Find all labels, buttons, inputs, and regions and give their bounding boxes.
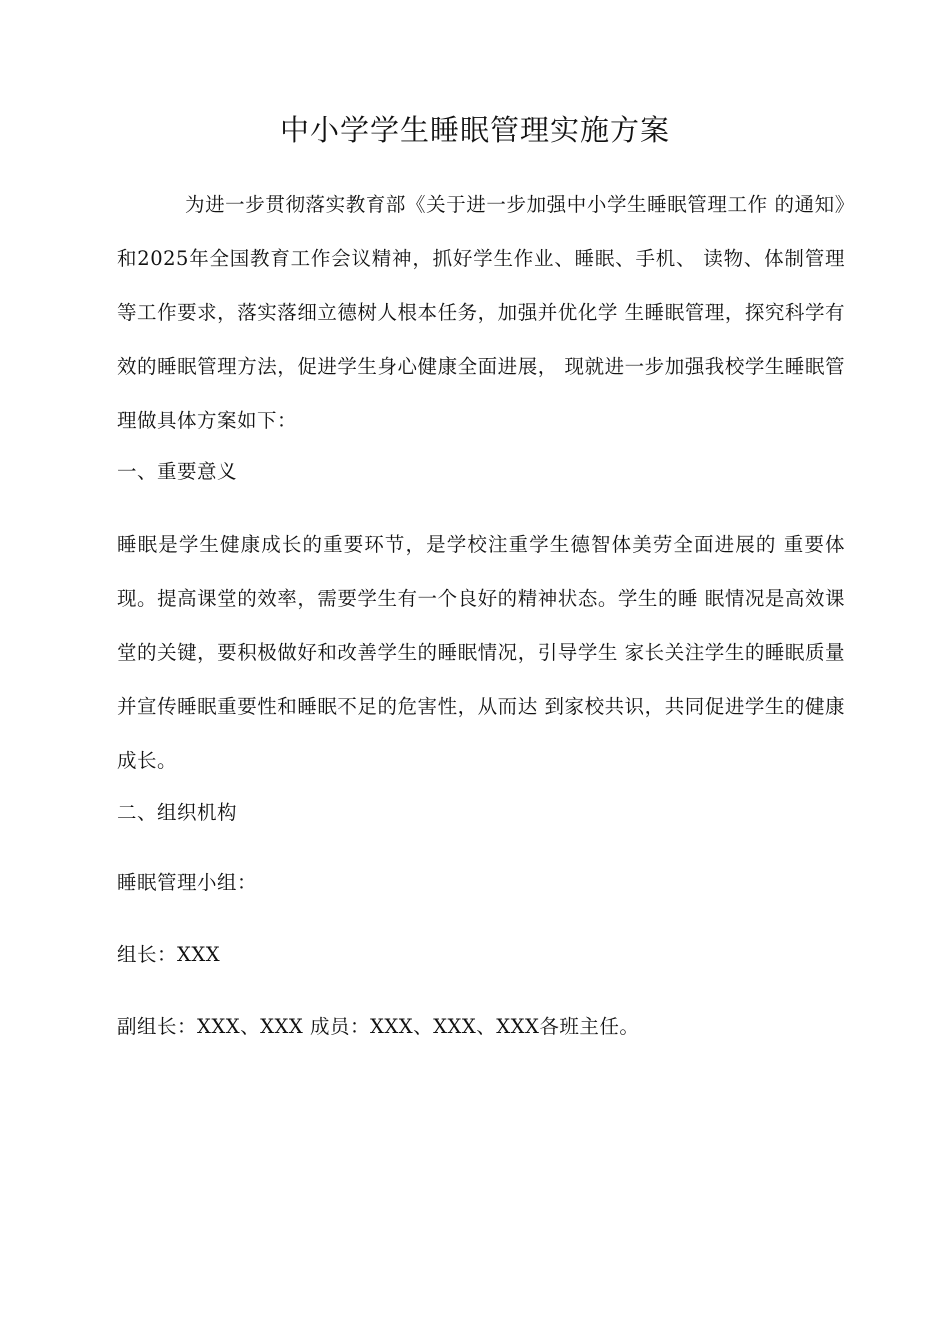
group-leader: 组长：XXX — [117, 943, 221, 966]
intro-paragraph: 为进一步贯彻落实教育部《关于进一步加强中小学生睡眠管理工作 的通知》和2025年全国教育工作会议精神，抓好学生作业、睡眠、手机、 读物、体制管理等工作要求，落实落细立德树人根本任务，加强并优化学 生睡眠管理，探究科学有效的睡眠管理方法，促进学生身心健康全面进展， 现就进一步加强我校学生睡眠管理做具体方案如下： — [117, 193, 845, 432]
importance-paragraph: 睡眠是学生健康成长的重要环节，是学校注重学生德智体美劳全面进展的 重要体现。提高课堂的效率，需要学生有一个良好的精神状态。学生的睡 眠情况是高效课堂的关键，要积极做好和改善学生的睡眠情况，引导学生 家长关注学生的睡眠质量并宣传睡眠重要性和睡眠不足的危害性，从而达 到家校共识，共同促进学生的健康成长。 — [117, 533, 845, 772]
group-label: 睡眠管理小组： — [117, 871, 258, 894]
deputy-and-members: 副组长：XXX、XXX 成员：XXX、XXX、XXX各班主任。 — [117, 1015, 640, 1038]
section-heading-importance: 一、重要意义 — [117, 460, 238, 483]
document-title: 中小学学生睡眠管理实施方案 — [279, 113, 670, 147]
section-heading-organization: 二、组织机构 — [117, 801, 238, 824]
